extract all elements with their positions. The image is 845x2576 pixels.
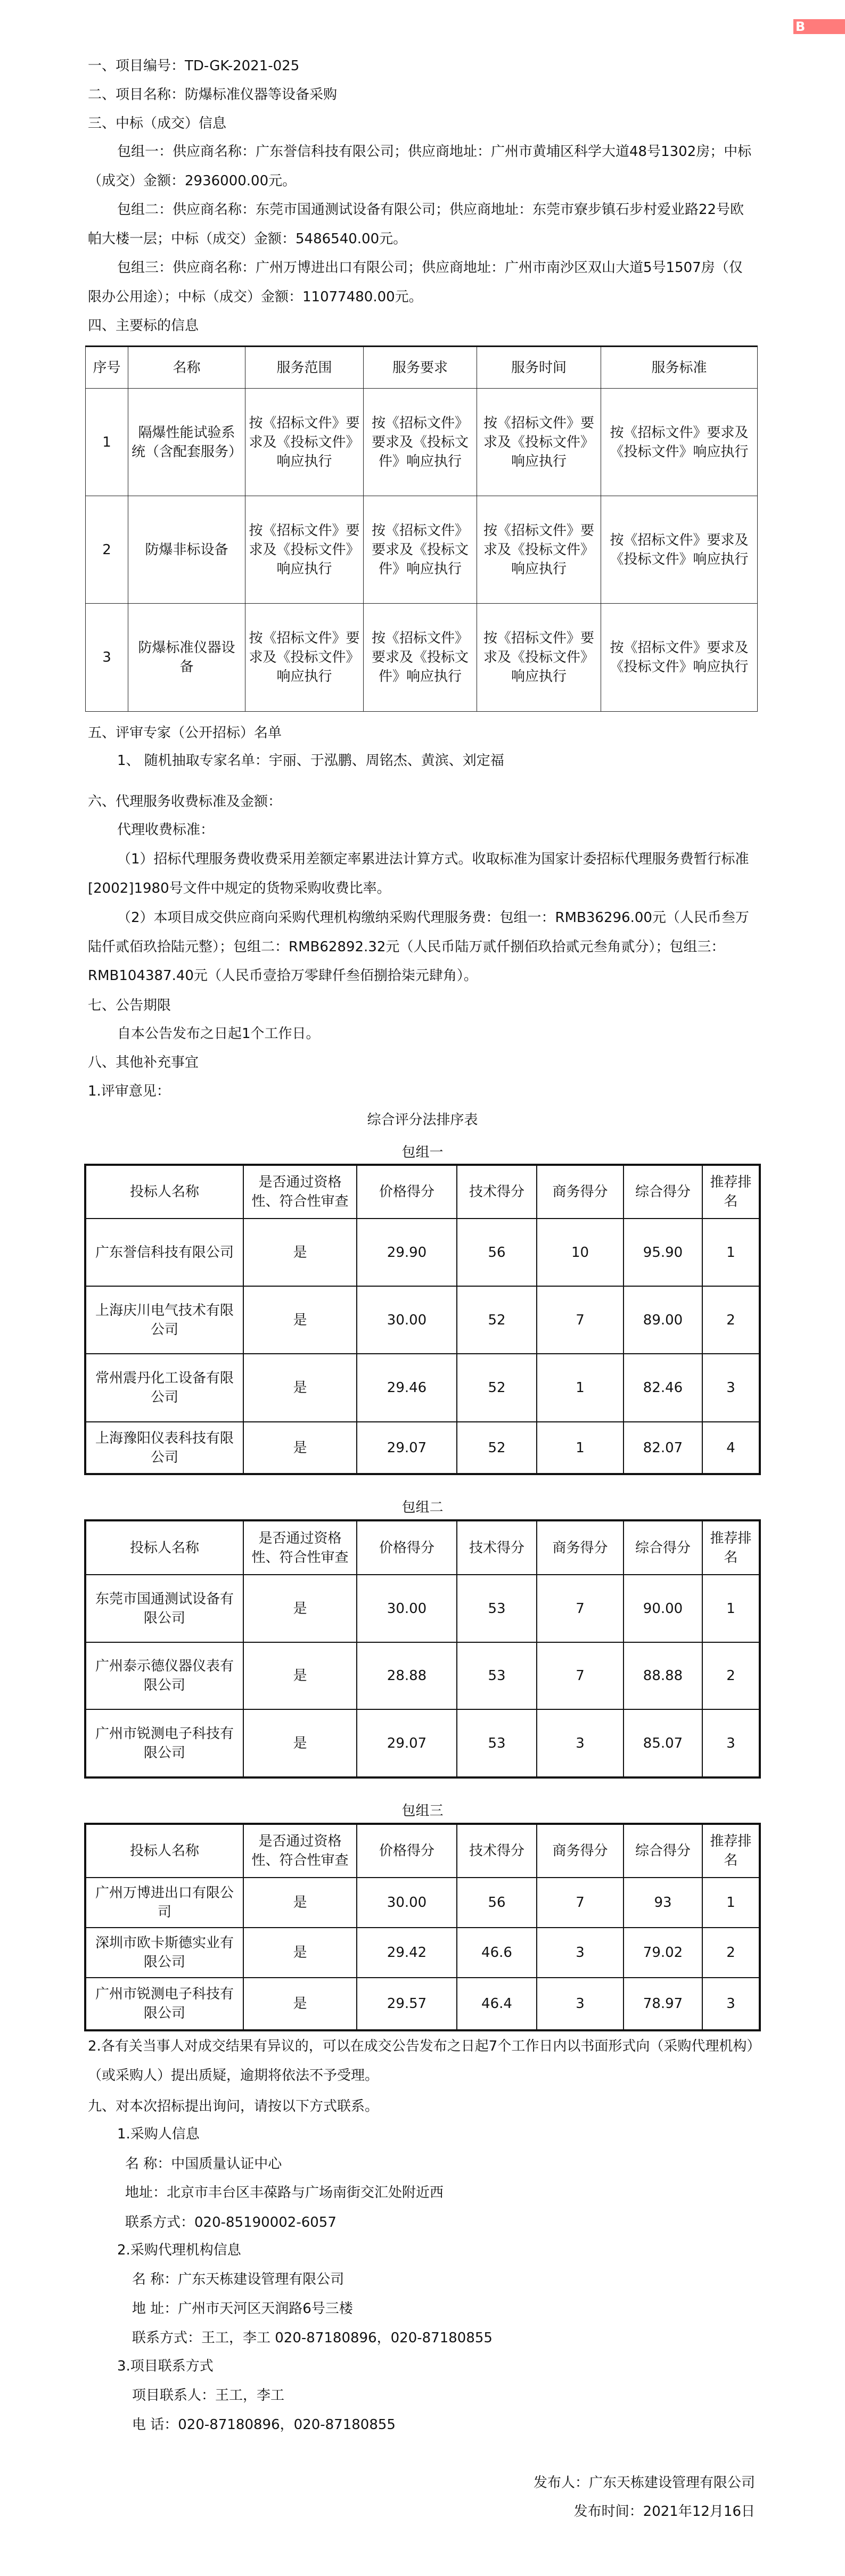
date-text: 发布时间：2021年12月16日 bbox=[573, 2504, 755, 2520]
ranking-title-text: 综合评分法排序表 bbox=[367, 1112, 478, 1128]
table-cell: 29.57 bbox=[357, 1978, 457, 2030]
table-cell: 88.88 bbox=[624, 1642, 702, 1709]
table-cell: 广东誉信科技有限公司 bbox=[85, 1219, 243, 1286]
table-cell: 29.42 bbox=[357, 1928, 457, 1978]
table-cell: 52 bbox=[457, 1286, 537, 1354]
table-cell: 52 bbox=[457, 1354, 537, 1422]
table-cell: 7 bbox=[537, 1642, 624, 1709]
table-row bbox=[86, 496, 758, 604]
table-cell: 82.07 bbox=[624, 1422, 702, 1474]
table-cell: 按《招标文件》要求及《投标文件》响应执行 bbox=[477, 604, 601, 712]
table-cell: 广州市锐测电子科技有限公司 bbox=[85, 1978, 243, 2030]
table-cell: 3 bbox=[537, 1978, 624, 2030]
table-row bbox=[85, 1878, 760, 1928]
column-header: 商务得分 bbox=[537, 1824, 624, 1878]
table-cell: 95.90 bbox=[624, 1219, 702, 1286]
table-cell: 1 bbox=[537, 1422, 624, 1474]
column-header: 序号 bbox=[86, 347, 128, 389]
table-cell: 防爆非标设备 bbox=[128, 496, 245, 604]
column-header: 推荐排名 bbox=[702, 1165, 760, 1219]
table-cell: 79.02 bbox=[624, 1928, 702, 1978]
table-cell: 按《招标文件》要求及《投标文件》响应执行 bbox=[364, 496, 477, 604]
c3-text: 3.项目联系方式 bbox=[117, 2358, 214, 2374]
p2-text: 包组二：供应商名称：东莞市国通测试设备有限公司；供应商地址：东莞市寮步镇石步村爱业路22号欧帕大楼一层；中标（成交）金额：5486540.00元。 bbox=[88, 202, 744, 247]
table-cell: 29.07 bbox=[357, 1422, 457, 1474]
table-cell: 3 bbox=[702, 1978, 760, 2030]
table-cell: 2 bbox=[702, 1928, 760, 1978]
c2-text: 2.采购代理机构信息 bbox=[117, 2242, 241, 2258]
table-cell: 3 bbox=[86, 604, 128, 712]
column-header: 价格得分 bbox=[357, 1165, 457, 1219]
table-cell: 按《招标文件》要求及《投标文件》响应执行 bbox=[601, 389, 758, 496]
table-cell: 3 bbox=[537, 1928, 624, 1978]
column-header: 服务范围 bbox=[245, 347, 364, 389]
table-cell: 2 bbox=[702, 1642, 760, 1709]
column-header: 技术得分 bbox=[457, 1520, 537, 1575]
table-cell: 按《招标文件》要求及《投标文件》响应执行 bbox=[245, 496, 364, 604]
table-row bbox=[85, 1642, 760, 1709]
table-cell: 按《招标文件》要求及《投标文件》响应执行 bbox=[364, 604, 477, 712]
table-cell: 85.07 bbox=[624, 1709, 702, 1777]
table-cell: 30.00 bbox=[357, 1575, 457, 1642]
c1-text: 1.采购人信息 bbox=[117, 2126, 200, 2142]
s5-text: 五、评审专家（公开招标）名单 bbox=[88, 725, 282, 741]
table-cell: 按《招标文件》要求及《投标文件》响应执行 bbox=[245, 389, 364, 496]
main-items-table bbox=[85, 345, 758, 712]
table-cell: 29.46 bbox=[357, 1354, 457, 1422]
column-header: 综合得分 bbox=[624, 1824, 702, 1878]
score-table-package-2 bbox=[84, 1519, 761, 1779]
table-row bbox=[85, 1575, 760, 1642]
column-header: 名称 bbox=[128, 347, 245, 389]
corner-badge: B bbox=[793, 19, 845, 34]
table-cell: 4 bbox=[702, 1422, 760, 1474]
table-header-row bbox=[85, 1824, 760, 1878]
c1-name-text: 名 称：中国质量认证中心 bbox=[125, 2156, 282, 2172]
table-cell: 按《招标文件》要求及《投标文件》响应执行 bbox=[245, 604, 364, 712]
package-title: 包组三 bbox=[401, 1803, 444, 1819]
package-title: 包组二 bbox=[401, 1500, 444, 1516]
table-cell: 隔爆性能试验系统（含配套服务） bbox=[128, 389, 245, 496]
table-cell: 是 bbox=[243, 1286, 357, 1354]
table-cell: 按《招标文件》要求及《投标文件》响应执行 bbox=[601, 496, 758, 604]
column-header: 服务标准 bbox=[601, 347, 758, 389]
table-row bbox=[85, 1928, 760, 1978]
table-cell: 53 bbox=[457, 1709, 537, 1777]
table-cell: 30.00 bbox=[357, 1878, 457, 1928]
table-cell: 7 bbox=[537, 1575, 624, 1642]
column-header: 服务时间 bbox=[477, 347, 601, 389]
table-cell: 深圳市欧卡斯德实业有限公司 bbox=[85, 1928, 243, 1978]
column-header: 投标人名称 bbox=[85, 1165, 243, 1219]
table-row bbox=[85, 1354, 760, 1422]
package-title: 包组一 bbox=[401, 1145, 444, 1161]
table-cell: 是 bbox=[243, 1422, 357, 1474]
column-header: 服务要求 bbox=[364, 347, 477, 389]
table-cell: 1 bbox=[86, 389, 128, 496]
table-cell: 按《招标文件》要求及《投标文件》响应执行 bbox=[477, 496, 601, 604]
table-cell: 广州市锐测电子科技有限公司 bbox=[85, 1709, 243, 1777]
table-cell: 56 bbox=[457, 1219, 537, 1286]
table-cell: 按《招标文件》要求及《投标文件》响应执行 bbox=[477, 389, 601, 496]
table-cell: 是 bbox=[243, 1978, 357, 2030]
c3-person-text: 项目联系人：王工，李工 bbox=[132, 2388, 285, 2404]
column-header: 价格得分 bbox=[357, 1520, 457, 1575]
note2-text: 2.各有关当事人对成交结果有异议的，可以在成交公告发布之日起7个工作日内以书面形式向（采购代理机构）（或采购人）提出质疑，逾期将依法不予受理。 bbox=[88, 2038, 754, 2084]
column-header: 综合得分 bbox=[624, 1165, 702, 1219]
table-header-row bbox=[86, 347, 758, 389]
period-text: 自本公告发布之日起1个工作日。 bbox=[117, 1026, 320, 1042]
column-header: 商务得分 bbox=[537, 1520, 624, 1575]
column-header: 商务得分 bbox=[537, 1165, 624, 1219]
column-header: 投标人名称 bbox=[85, 1520, 243, 1575]
table-cell: 90.00 bbox=[624, 1575, 702, 1642]
table-row bbox=[85, 1978, 760, 2030]
table-cell: 是 bbox=[243, 1575, 357, 1642]
column-header: 价格得分 bbox=[357, 1824, 457, 1878]
table-cell: 广州万博进出口有限公司 bbox=[85, 1878, 243, 1928]
s6-text: 六、代理服务收费标准及金额： bbox=[88, 794, 282, 810]
p1-text: 包组一：供应商名称：广东誉信科技有限公司；供应商地址：广州市黄埔区科学大道48号1302房；中标（成交）金额：2936000.00元。 bbox=[88, 144, 752, 189]
fee1-text: （1）招标代理服务费收费采用差额定率累进法计算方式。收取标准为国家计委招标代理服务费暂行标准[2002]1980号文件中规定的货物采购收费比率。 bbox=[88, 851, 749, 896]
table-cell: 78.97 bbox=[624, 1978, 702, 2030]
table-cell: 10 bbox=[537, 1219, 624, 1286]
column-header: 是否通过资格性、符合性审查 bbox=[243, 1824, 357, 1878]
c2-name-text: 名 称：广东天栋建设管理有限公司 bbox=[132, 2272, 344, 2287]
table-cell: 上海豫阳仪表科技有限公司 bbox=[85, 1422, 243, 1474]
table-cell: 是 bbox=[243, 1928, 357, 1978]
table-cell: 1 bbox=[537, 1354, 624, 1422]
table-row bbox=[85, 1286, 760, 1354]
c1-addr-text: 地址：北京市丰台区丰葆路与广场南街交汇处附近西 bbox=[125, 2185, 444, 2201]
table-cell: 53 bbox=[457, 1642, 537, 1709]
column-header: 投标人名称 bbox=[85, 1824, 243, 1878]
table-cell: 53 bbox=[457, 1575, 537, 1642]
column-header: 综合得分 bbox=[624, 1520, 702, 1575]
score-table-package-3 bbox=[84, 1823, 761, 2031]
table-row bbox=[86, 389, 758, 496]
table-cell: 2 bbox=[702, 1286, 760, 1354]
table-cell: 防爆标准仪器设备 bbox=[128, 604, 245, 712]
column-header: 是否通过资格性、符合性审查 bbox=[243, 1520, 357, 1575]
fee2-text: （2）本项目成交供应商向采购代理机构缴纳采购代理服务费：包组一：RMB36296.00元（人民币叁万陆仟贰佰玖拾陆元整）；包组二：RMB62892.32元（人民币陆万贰仟捌佰玖拾贰元叁角贰分）；包组三：RMB104387.40元（人民币壹拾万零肆仟叁佰捌拾柒元肆角）。 bbox=[88, 910, 749, 984]
table-row bbox=[85, 1422, 760, 1474]
s4-text: 四、主要标的信息 bbox=[88, 318, 199, 334]
table-cell: 按《招标文件》要求及《投标文件》响应执行 bbox=[364, 389, 477, 496]
table-cell: 46.4 bbox=[457, 1978, 537, 2030]
table-header-row bbox=[85, 1165, 760, 1219]
table-cell: 7 bbox=[537, 1878, 624, 1928]
c1-phone-text: 联系方式：020-85190002-6057 bbox=[125, 2215, 337, 2231]
table-cell: 广州泰示德仪器仪表有限公司 bbox=[85, 1642, 243, 1709]
table-cell: 东莞市国通测试设备有限公司 bbox=[85, 1575, 243, 1642]
table-cell: 是 bbox=[243, 1354, 357, 1422]
s8-text: 八、其他补充事宜 bbox=[88, 1055, 199, 1071]
table-cell: 2 bbox=[86, 496, 128, 604]
c2-addr-text: 地 址：广州市天河区天润路6号三楼 bbox=[132, 2301, 353, 2317]
table-cell: 是 bbox=[243, 1642, 357, 1709]
table-cell: 28.88 bbox=[357, 1642, 457, 1709]
column-header: 是否通过资格性、符合性审查 bbox=[243, 1165, 357, 1219]
table-cell: 93 bbox=[624, 1878, 702, 1928]
s7-text: 七、公告期限 bbox=[88, 998, 171, 1014]
p3-text: 包组三：供应商名称：广州万博进出口有限公司；供应商地址：广州市南沙区双山大道5号1507房（仅限办公用途）；中标（成交）金额：11077480.00元。 bbox=[88, 260, 743, 305]
table-cell: 上海庆川电气技术有限公司 bbox=[85, 1286, 243, 1354]
column-header: 技术得分 bbox=[457, 1165, 537, 1219]
table-cell: 按《招标文件》要求及《投标文件》响应执行 bbox=[601, 604, 758, 712]
score-table-package-1 bbox=[84, 1164, 761, 1475]
table-cell: 30.00 bbox=[357, 1286, 457, 1354]
table-cell: 29.90 bbox=[357, 1219, 457, 1286]
column-header: 推荐排名 bbox=[702, 1520, 760, 1575]
table-cell: 89.00 bbox=[624, 1286, 702, 1354]
table-cell: 1 bbox=[702, 1575, 760, 1642]
table-cell: 56 bbox=[457, 1878, 537, 1928]
s2-text: 二、项目名称：防爆标准仪器等设备采购 bbox=[88, 87, 338, 103]
fee-label-text: 代理收费标准： bbox=[117, 822, 215, 838]
table-cell: 是 bbox=[243, 1878, 357, 1928]
table-cell: 常州震丹化工设备有限公司 bbox=[85, 1354, 243, 1422]
publisher-text: 发布人：广东天栋建设管理有限公司 bbox=[533, 2475, 755, 2491]
s3-text: 三、中标（成交）信息 bbox=[88, 116, 227, 131]
table-cell: 52 bbox=[457, 1422, 537, 1474]
s1-text: 一、项目编号：TD-GK-2021-025 bbox=[88, 58, 300, 74]
experts-text: 1、 随机抽取专家名单：宇丽、于泓鹏、周铭杰、黄滨、刘定福 bbox=[117, 753, 504, 769]
table-cell: 1 bbox=[702, 1878, 760, 1928]
table-cell: 3 bbox=[702, 1354, 760, 1422]
table-cell: 29.07 bbox=[357, 1709, 457, 1777]
column-header: 推荐排名 bbox=[702, 1824, 760, 1878]
c3-phone-text: 电 话：020-87180896，020-87180855 bbox=[132, 2417, 396, 2433]
table-row bbox=[85, 1709, 760, 1777]
table-cell: 82.46 bbox=[624, 1354, 702, 1422]
s9-text: 九、对本次招标提出询问，请按以下方式联系。 bbox=[88, 2098, 379, 2114]
table-row bbox=[86, 604, 758, 712]
table-cell: 是 bbox=[243, 1219, 357, 1286]
table-cell: 是 bbox=[243, 1709, 357, 1777]
table-cell: 46.6 bbox=[457, 1928, 537, 1978]
eval-text: 1.评审意见： bbox=[88, 1083, 170, 1099]
table-cell: 1 bbox=[702, 1219, 760, 1286]
c2-phone-text: 联系方式：王工，李工 020-87180896，020-87180855 bbox=[132, 2330, 493, 2346]
table-cell: 3 bbox=[537, 1709, 624, 1777]
column-header: 技术得分 bbox=[457, 1824, 537, 1878]
table-row bbox=[85, 1219, 760, 1286]
table-cell: 3 bbox=[702, 1709, 760, 1777]
table-header-row bbox=[85, 1520, 760, 1575]
table-cell: 7 bbox=[537, 1286, 624, 1354]
